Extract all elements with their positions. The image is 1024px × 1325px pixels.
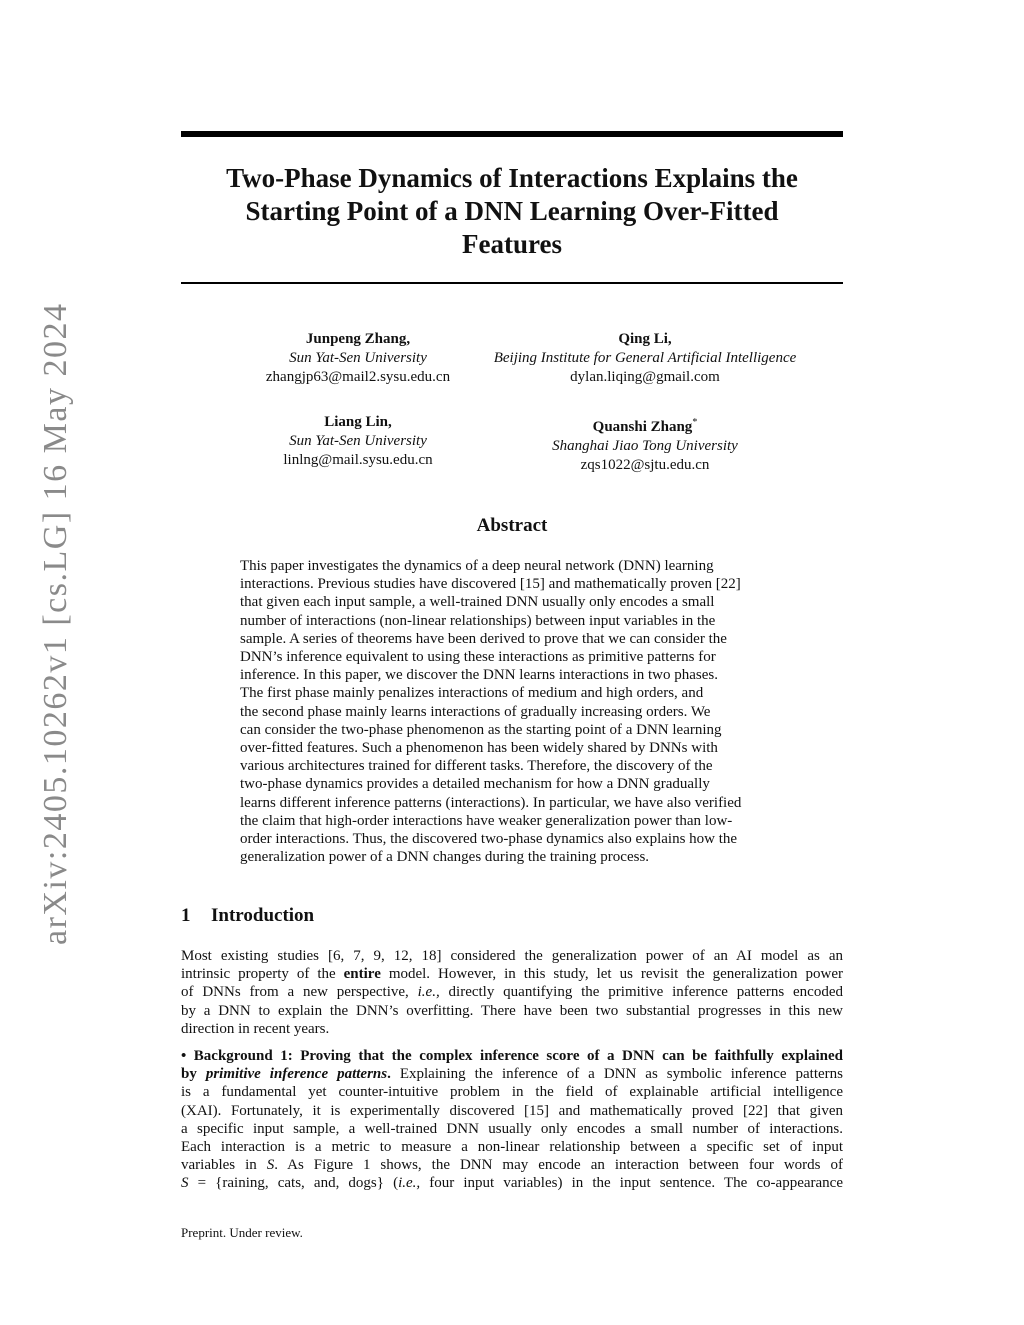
- abstract-line: various architectures trained for different tasks. Therefore, the discovery of the: [240, 758, 713, 775]
- author-email: zqs1022@sjtu.edu.cn: [580, 457, 710, 473]
- page-footer: Preprint. Under review.: [181, 1225, 303, 1240]
- author-affiliation: Sun Yat-Sen University: [289, 350, 427, 366]
- paragraph-line: Each interaction is a metric to measure a non-linear relationship between a specific set of input: [181, 1139, 843, 1156]
- section-number: 1: [181, 905, 191, 926]
- author-name: Liang Lin,: [324, 414, 392, 430]
- abstract-line: can consider the two-phase phenomenon as the starting point of a DNN learning: [240, 721, 722, 738]
- bold-text: .: [387, 1066, 391, 1083]
- author-affiliation: Sun Yat-Sen University: [289, 433, 427, 449]
- paper-title: [181, 162, 843, 261]
- paragraph-line: [181, 1065, 843, 1083]
- paragraph-line: Most existing studies [6, 7, 9, 12, 18] considered the generalization power of an AI model as an: [181, 948, 843, 964]
- paragraph-line: [181, 1156, 843, 1174]
- author-name: Junpeng Zhang,: [305, 331, 411, 347]
- author-name: Qing Li,: [618, 331, 672, 347]
- text-run: . As Figure 1 shows, the DNN may encode an interaction between four words of: [274, 1157, 843, 1174]
- author-name-text: Quanshi Zhang: [592, 419, 693, 435]
- text-run: intrinsic property of the: [181, 966, 344, 983]
- arxiv-identifier: arXiv:2405.10262v1 [cs.LG] 16 May 2024: [37, 302, 74, 945]
- abstract-line: order interactions. Thus, the discovered two-phase dynamics also explains how the: [240, 831, 738, 848]
- title-bottom-rule: [181, 282, 843, 284]
- paragraph-line: • Background 1: Proving that the complex inference score of a DNN can be faithfully explained: [181, 1048, 843, 1064]
- abstract-line: This paper investigates the dynamics of a deep neural network (DNN) learning: [240, 558, 714, 574]
- bold-text: by: [181, 1066, 206, 1083]
- background-paragraph: [181, 1047, 843, 1193]
- paragraph-line: is a fundamental yet counter-intuitive problem in the field of explainable artificial intelligence: [181, 1084, 843, 1101]
- text-run: directly quantifying the primitive inference patterns encoded: [439, 984, 843, 1001]
- author-affiliation: Beijing Institute for General Artificial Intelligence: [493, 350, 797, 366]
- italic-text: i.e.,: [417, 984, 440, 1001]
- abstract-line: The first phase mainly penalizes interactions of medium and high orders, and: [240, 685, 704, 702]
- abstract-line: sample. A series of theorems have been derived to prove that we can consider the: [240, 630, 727, 647]
- paragraph-line: by a DNN to explain the DNN’s overfitting. There have been two substantial progresses in this new: [181, 1002, 843, 1019]
- abstract-line: the second phase mainly learns interactions of gradually increasing orders. We: [240, 703, 711, 720]
- author-email: zhangjp63@mail2.sysu.edu.cn: [265, 369, 451, 385]
- title-top-rule: [181, 131, 843, 137]
- paragraph-line: [181, 965, 843, 983]
- author-block-2: [450, 330, 840, 387]
- title-line: Features: [462, 229, 562, 259]
- paragraph-line: [181, 1174, 843, 1192]
- author-email: dylan.liqing@gmail.com: [570, 369, 720, 385]
- section-title: Introduction: [211, 905, 315, 926]
- abstract-line: interactions. Previous studies have discovered [15] and mathematically proven [22]: [240, 576, 741, 593]
- text-run: = {raining, cats, and, dogs} (: [188, 1175, 399, 1192]
- author-email: linlng@mail.sysu.edu.cn: [283, 452, 433, 468]
- intro-paragraph: [181, 947, 843, 1038]
- abstract-line: inference. In this paper, we discover the DNN learns interactions in two phases.: [240, 667, 718, 684]
- abstract-line: the claim that high-order interactions have weaker generalization power than low-: [240, 812, 733, 829]
- italic-text: i.e.,: [398, 1175, 421, 1192]
- abstract-heading: Abstract: [476, 515, 548, 536]
- abstract-line: over-fitted features. Such a phenomenon has been widely shared by DNNs with: [240, 740, 718, 757]
- author-name: [450, 413, 840, 437]
- section-heading-introduction: [181, 905, 314, 927]
- bold-text: entire: [343, 966, 381, 983]
- abstract-body: [240, 557, 786, 866]
- corresponding-author-mark: *: [692, 417, 698, 428]
- text-run: four input variables) in the input sentence. The co-appearance: [420, 1175, 843, 1192]
- math-variable: S: [181, 1175, 189, 1192]
- text-run: of DNNs from a new perspective,: [181, 984, 418, 1001]
- abstract-line: generalization power of a DNN changes during the training process.: [240, 849, 650, 866]
- paragraph-line: direction in recent years.: [181, 1020, 330, 1037]
- abstract-line: learns different inference patterns (interactions). In particular, we have also verified: [240, 794, 742, 811]
- title-line: Starting Point of a DNN Learning Over-Fitted: [245, 196, 779, 226]
- text-run: variables in: [181, 1157, 267, 1174]
- abstract-line: DNN’s inference equivalent to using these interactions as primitive patterns for: [240, 649, 716, 666]
- title-line: Two-Phase Dynamics of Interactions Explains the: [226, 163, 798, 193]
- paragraph-line: [181, 983, 843, 1001]
- bold-italic-text: primitive inference patterns: [205, 1066, 388, 1083]
- text-run: model. However, in this study, let us revisit the generalization power: [380, 966, 843, 983]
- author-affiliation: Shanghai Jiao Tong University: [552, 438, 738, 454]
- author-block-4: [450, 413, 840, 475]
- abstract-line: number of interactions (non-linear relationships) between input variables in the: [240, 612, 716, 629]
- paragraph-line: a specific input sample, a well-trained DNN usually only encodes a small number of interactions.: [181, 1120, 843, 1137]
- text-run: Explaining the inference of a DNN as symbolic inference patterns: [390, 1066, 843, 1083]
- abstract-line: that given each input sample, a well-trained DNN usually only encodes a small: [240, 594, 715, 611]
- abstract-line: two-phase dynamics provides a detailed mechanism for how a DNN gradually: [240, 776, 710, 793]
- math-variable: S: [266, 1157, 275, 1174]
- paragraph-line: (XAI). Fortunately, it is experimentally discovered [15] and mathematically proved [22] that given: [181, 1102, 843, 1119]
